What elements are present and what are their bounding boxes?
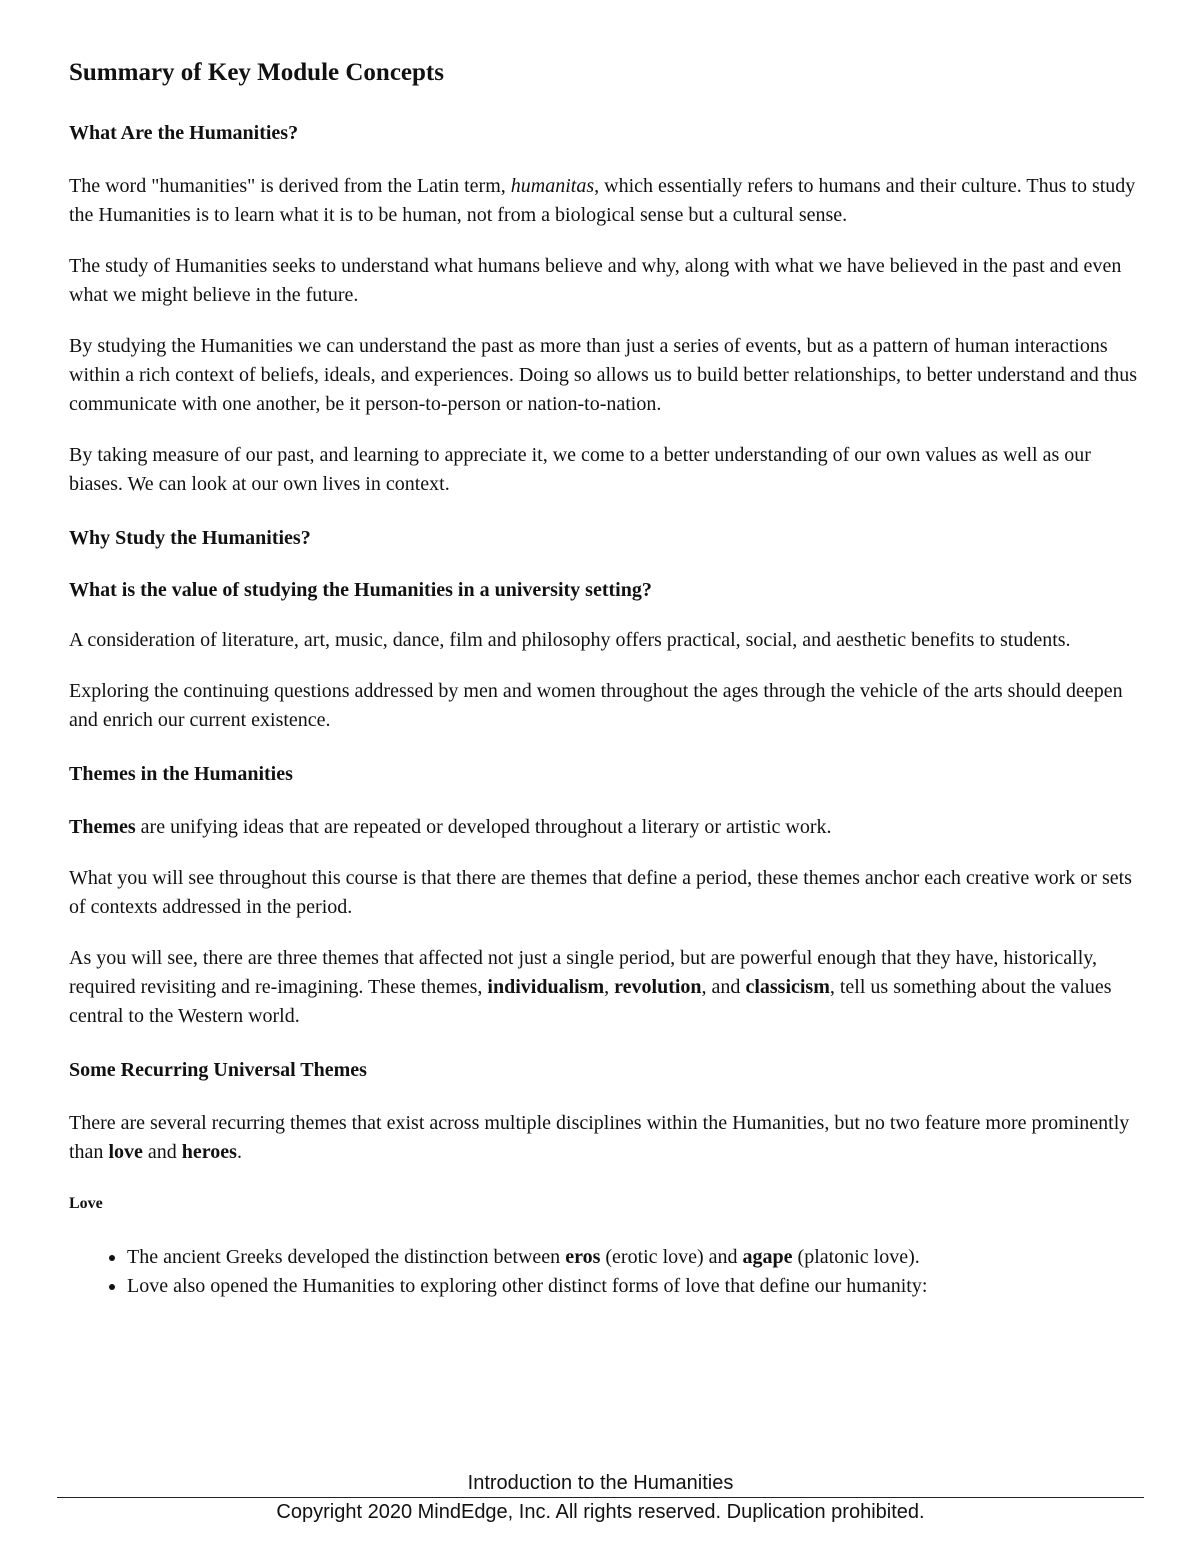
- paragraph: [69, 172, 1139, 230]
- paragraph: [69, 1109, 1139, 1167]
- text: .: [236, 1141, 242, 1163]
- term-eros: eros: [565, 1246, 601, 1268]
- term-heroes: heroes: [181, 1141, 237, 1163]
- section-heading-themes: Themes in the Humanities: [69, 763, 293, 785]
- paragraph: [69, 944, 1139, 1031]
- text: , which essentially refers to humans and their culture. Thus to study the Humanities is to learn what it is to be human, not from a biological sense but a cultural sense.: [69, 175, 1136, 226]
- paragraph: The study of Humanities seeks to understand what humans believe and why, along with what we have believed in the past and even what we might believe in the future.: [69, 255, 1122, 306]
- bullet-list: [69, 1243, 1139, 1301]
- subheading-value-of-study: What is the value of studying the Humanities in a university setting?: [69, 579, 652, 601]
- footer-copyright: Copyright 2020 MindEdge, Inc. All rights reserved. Duplication prohibited.: [276, 1501, 925, 1523]
- paragraph: By studying the Humanities we can understand the past as more than just a series of events, but as a pattern of human interactions within a rich context of beliefs, ideals, and experiences. Doing so allows us to build better relationships, to better understand and thus communicate with one another, be it person-to-person or nation-to-nation.: [69, 335, 1138, 415]
- paragraph: Exploring the continuing questions addressed by men and women throughout the ages through the vehicle of the arts should deepen and enrich our current existence.: [69, 680, 1123, 731]
- section-heading-why-study: Why Study the Humanities?: [69, 527, 311, 549]
- text: and: [142, 1141, 182, 1163]
- text: (platonic love).: [792, 1246, 920, 1268]
- term-revolution: revolution: [614, 976, 702, 998]
- paragraph: By taking measure of our past, and learning to appreciate it, we come to a better understanding of our own values as well as our biases. We can look at our own lives in context.: [69, 444, 1091, 495]
- document-body: [69, 56, 1139, 1301]
- text: The ancient Greeks developed the distinction between: [127, 1246, 566, 1268]
- document-title: Summary of Key Module Concepts: [69, 59, 444, 86]
- section-heading-recurring-themes: Some Recurring Universal Themes: [69, 1059, 367, 1081]
- page-footer: [57, 1470, 1144, 1526]
- term-love: love: [108, 1141, 143, 1163]
- term-agape: agape: [742, 1246, 793, 1268]
- subheading-love: Love: [69, 1195, 103, 1212]
- text: , tell us something about the values central to the Western world.: [69, 976, 1112, 1027]
- text: As you will see, there are three themes that affected not just a single period, but are powerful enough that they have, historically, required revisiting and re-imagining. These themes,: [69, 947, 1097, 998]
- text: (erotic love) and: [600, 1246, 743, 1268]
- text: There are several recurring themes that exist across multiple disciplines within the Humanities, but no two feature more prominently than: [69, 1112, 1130, 1163]
- latin-term: humanitas: [510, 175, 595, 197]
- footer-course-title: Introduction to the Humanities: [57, 1470, 1144, 1498]
- term-classicism: classicism: [745, 976, 830, 998]
- text: ,: [604, 976, 615, 998]
- text: The word "humanities" is derived from the Latin term,: [69, 175, 511, 197]
- term-individualism: individualism: [487, 976, 605, 998]
- paragraph: What you will see throughout this course is that there are themes that define a period, these themes anchor each creative work or sets of contexts addressed in the period.: [69, 867, 1132, 918]
- list-item: [127, 1243, 1139, 1272]
- term-themes: Themes: [69, 816, 136, 838]
- paragraph: A consideration of literature, art, music, dance, film and philosophy offers practical, social, and aesthetic benefits to students.: [69, 629, 1071, 651]
- text: , and: [701, 976, 746, 998]
- section-heading-what-are-humanities: What Are the Humanities?: [69, 122, 299, 144]
- text: are unifying ideas that are repeated or developed throughout a literary or artistic work.: [135, 816, 832, 838]
- paragraph: [69, 813, 1139, 842]
- list-item: • Love also opened the Humanities to exploring other distinct forms of love that define our humanity:: [127, 1272, 1139, 1301]
